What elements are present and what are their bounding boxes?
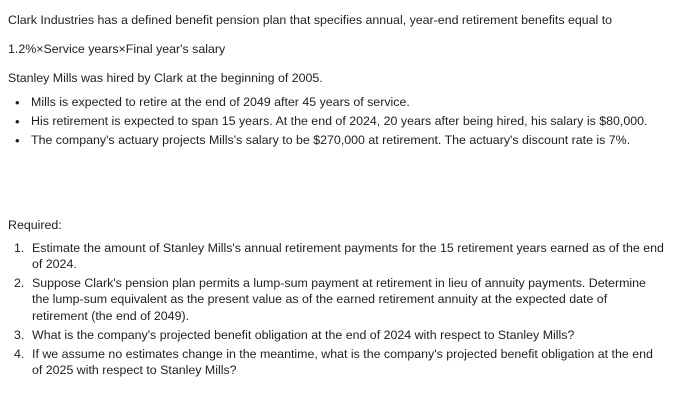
question-item — [14, 275, 664, 323]
questions-list — [14, 240, 664, 381]
question-item — [14, 346, 664, 378]
question-text: Suppose Clark's pension plan permits a lump-sum payment at retirement in lieu of annuity payments. Determine the lump-sum equivalent as the present value as of the earned retirement annuity at the expected date of retirement (the end of 2049). — [32, 276, 646, 323]
question-number: 1. — [14, 241, 25, 255]
question-item — [14, 240, 664, 272]
required-heading: Required: — [8, 218, 62, 232]
question-item — [14, 327, 664, 343]
benefit-formula: 1.2%×Service years×Final year's salary — [8, 42, 226, 56]
question-text: Estimate the amount of Stanley Mills's annual retirement payments for the 15 retirement years earned as of the end of 2024. — [32, 241, 664, 272]
question-text: If we assume no estimates change in the meantime, what is the company's projected benefit obligation at the end of 2025 with respect to Stanley Mills? — [32, 346, 653, 377]
question-number: 3. — [14, 327, 25, 342]
facts-list — [14, 95, 647, 152]
question-number: 2. — [14, 276, 25, 291]
fact-retirement-date: • Mills is expected to retire at the end of 2049 after 45 years of service. — [14, 95, 647, 114]
problem-intro: Clark Industries has a defined benefit pension plan that specifies annual, year-end retirement benefits equal to — [8, 13, 613, 27]
fact-actuary-projection: • The company's actuary projects Mills's salary to be $270,000 at retirement. The actuary's discount rate is 7%. — [14, 133, 647, 152]
question-number: 4. — [14, 346, 25, 361]
question-text: What is the company's projected benefit obligation at the end of 2024 with respect to Stanley Mills? — [32, 327, 575, 342]
fact-retirement-span: • His retirement is expected to span 15 years. At the end of 2024, 20 years after being hired, his salary is $80,000. — [14, 114, 647, 133]
hire-statement: Stanley Mills was hired by Clark at the beginning of 2005. — [8, 71, 323, 85]
